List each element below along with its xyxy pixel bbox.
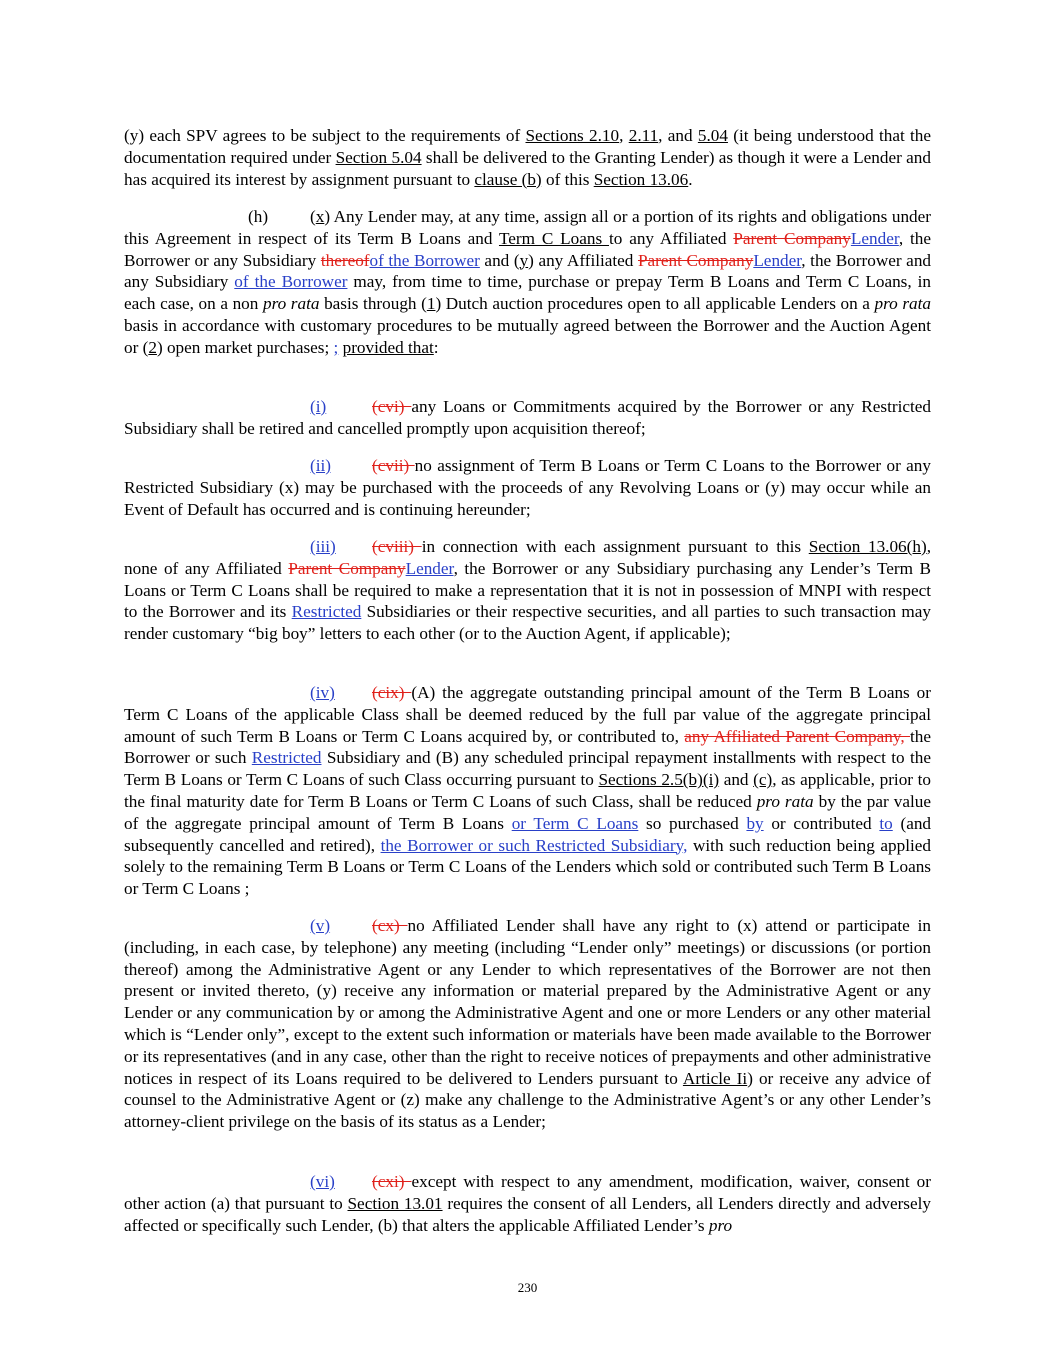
text: and ( (479, 250, 520, 270)
clause-label: (h) (248, 207, 269, 226)
text: of this (541, 169, 594, 189)
section-ref: Section 5.04 (335, 147, 422, 167)
text: in connection with each assignment pursuant to this (421, 537, 809, 556)
inserted-text: Restricted (251, 748, 322, 768)
text: with such reduction being applied solely to the remaining Term B Loans or Term C Loans of the Lenders which sold or contributed such Term B Loans or Term C Loans ; (124, 835, 931, 899)
text: Term C Loans (498, 228, 609, 248)
text: provided that (342, 337, 434, 357)
text: basis through ( (319, 294, 427, 314)
inserted-text: ; (333, 337, 339, 357)
text: (it being understood that the documentation required under (124, 126, 932, 167)
text: : (433, 337, 439, 357)
paragraph-iv (124, 682, 931, 900)
text: . (688, 169, 693, 189)
section-ref: 2.11 (628, 126, 659, 145)
section-ref: Section 13.01 (347, 1193, 443, 1213)
sub-label: y (519, 250, 529, 270)
inserted-text: of the Borrower (234, 272, 348, 292)
text: no Affiliated Lender shall have any right to (x) attend or participate in (including, in each case, by telephone) any meeting (including “Lender only” meetings) or discussions (or portion thereof) among the Administrative Agent or any Lender to which representatives of the Borrower are not then present or invited thereto, (y) receive any information or material prepared by the Administrative Agent or any Lender or any communication by or among the Administrative Agent and one or more Lenders or any other material which is “Lender only”, except to the extent such information or materials have been made available to the Borrower or its representatives (and in any case, other than the right to receive notices of prepayments and other administrative notices in respect of its Loans required to be delivered to Lenders pursuant to (124, 916, 931, 1088)
text: ) open market purchases; (156, 337, 334, 357)
inserted-text: Lender (753, 250, 802, 270)
deleted-text: Parent Company (733, 228, 851, 248)
paragraph-v (124, 915, 931, 1133)
text: shall be delivered to the Granting Lender) as though it were a Lender and has acquired its interest by assignment pursuant to (124, 147, 931, 189)
text: no assignment of Term B Loans or Term C Loans to the Borrower or any Restricted Subsidiary (x) may be purchased with the proceeds of any Revolving Loans or (y) may occur while an Event of Default has occurred and is continuing hereunder; (124, 456, 931, 519)
paragraph-iii (124, 536, 931, 645)
text: Subsidiary and (B) any scheduled principal repayment installments with respect to the Term B Loans or Term C Loans of such Class occurring pursuant to (124, 748, 931, 790)
text: so purchased (638, 813, 747, 833)
section-ref: 5.04 (697, 126, 728, 145)
clause-number-old: (cx) (372, 916, 408, 935)
deleted-text: Parent Company (288, 558, 406, 578)
text: Subsidiaries or their respective securities, and all parties to such transaction may render customary “big boy” letters to each other (or to the Auction Agent, if applicable); (124, 602, 931, 644)
text: ) or receive any advice of counsel to the Administrative Agent or (z) make any challenge to the Administrative Agent’s or any other Lender’s attorney-client privilege on the basis of its status as a Lender; (124, 1068, 931, 1132)
text: , none of any Affiliated (124, 537, 931, 578)
paragraph-y-spv (124, 125, 931, 190)
section-ref: (c) (753, 770, 773, 790)
clause-number-old: (cviii) (372, 537, 422, 556)
text: ) any Affiliated (528, 250, 638, 270)
clause-number-new: (iv) (310, 683, 335, 702)
clause-number-new: (iii) (310, 537, 336, 556)
section-ref: Section 13.06 (593, 169, 689, 189)
sub-label: 1 (426, 294, 436, 314)
inserted-text: Restricted (291, 602, 362, 622)
clause-number-new: (v) (310, 916, 331, 935)
italic-text: pro rata (756, 791, 814, 811)
clause-number-new: (ii) (310, 456, 331, 475)
deleted-text: thereof (320, 250, 370, 270)
text: , (619, 126, 629, 145)
text: may, from time to time, purchase or prepay Term B Loans and Term C Loans, in each case, on a non (124, 272, 931, 314)
inserted-text: Lender (405, 558, 454, 578)
text: (A) the aggregate outstanding principal amount of the Term B Loans or Term C Loans of the applicable Class shall be deemed reduced by the full par value of the aggregate principal amount of such Term B Loans or Term C Loans acquired by, or contributed to, (124, 683, 931, 746)
inserted-text: of the Borrower (369, 250, 480, 270)
text: or contributed (763, 813, 880, 833)
clause-number-old: (cvi) (372, 397, 412, 416)
text: any Loans or Commitments acquired by the Borrower or any Restricted Subsidiary shall be retired and cancelled promptly upon acquisition thereof; (124, 397, 931, 438)
paragraph-ii (124, 455, 931, 520)
text: and (719, 770, 754, 790)
inserted-text: by (746, 813, 764, 833)
text: requires the consent of all Lenders, all Lenders directly and adversely affected or specifically such Lender, (b) that alters the applicable Affiliated Lender’s (124, 1193, 931, 1235)
article-ref: Article Ii (682, 1068, 748, 1088)
section-ref: Sections 2.5(b)(i) (598, 770, 720, 790)
clause-number-old: (cxi) (372, 1172, 412, 1191)
text: , and (658, 126, 698, 145)
deleted-text: Parent Company (637, 250, 754, 270)
clause-number-old: (cix) (372, 683, 412, 702)
inserted-text: the Borrower or such Restricted Subsidiary, (380, 835, 688, 855)
text: the Borrower or such (124, 726, 932, 768)
deleted-text: any Affiliated Parent Company, (684, 726, 911, 746)
italic-text: pro (708, 1215, 733, 1235)
text: by the par value of the aggregate principal amount of Term B Loans (124, 791, 931, 833)
inserted-text: or Term C Loans (511, 813, 639, 833)
text: except with respect to any amendment, modification, waiver, consent or other action (a) that pursuant to (124, 1172, 931, 1213)
text: ) Dutch auction procedures open to all applicable Lenders on a (435, 294, 875, 314)
text: basis in accordance with customary procedures to be mutually agreed between the Borrower and the Auction Agent or ( (124, 315, 931, 357)
sub-label: x (315, 207, 325, 226)
text: , as applicable, prior to the final maturity date for Term B Loans or Term C Loans of such Class, shall be reduced (124, 770, 931, 811)
italic-text: pro rata (874, 294, 932, 314)
inserted-text: to (879, 813, 893, 833)
clause-number-new: (i) (310, 397, 327, 416)
text: (and subsequently cancelled and retired), (124, 813, 932, 855)
text: , the Borrower or any Subsidiary purchasing any Lender’s Term B Loans or Term C Loans shall be required to make a representation that it is not in possession of MNPI with respect to the Borrower and its (124, 558, 931, 622)
paragraph-i (124, 396, 931, 440)
section-ref: Section 13.06(h) (808, 537, 927, 556)
page-number: 230 (517, 1280, 538, 1295)
clause-ref: clause (b) (474, 169, 542, 189)
clause-number-new: (vi) (310, 1172, 335, 1191)
section-ref: Sections 2.10 (525, 126, 620, 145)
italic-text: pro rata (262, 294, 320, 314)
paragraph-h: (h) (x) Any Lender may, at any time, assign all or a portion of its rights and obligations under this Agreement in respect of its Term B Loans and Term C Loans to any Affiliated Parent CompanyLender, the Borrower or any Subsidiary thereofof the Borrower and (y) any Affiliated Parent CompanyLender, the Borrower and any Subsidiary of the Borrower may, from time to time, purchase or prepay Term B Loans and Term C Loans, in each case, on a non pro rata basis through (1) Dutch auction procedures open to all applicable Lenders on a pro rata basis in accordance with customary procedures to be mutually agreed between the Borrower and the Auction Agent or (2) open market purchases; ; provided that: (124, 207, 932, 357)
paragraph-vi (124, 1171, 931, 1236)
text: to any Affiliated (609, 228, 734, 248)
inserted-text: Lender (850, 228, 899, 248)
sub-label: 2 (148, 337, 157, 357)
text: (y) each SPV agrees to be subject to the requirements of (124, 126, 526, 145)
text: ) Any Lender may, at any time, assign all or a portion of its rights and obligations under this Agreement in respect of its Term B Loans and (124, 207, 931, 248)
text: , the Borrower and any Subsidiary (124, 250, 932, 292)
text: , the Borrower or any Subsidiary (124, 228, 931, 270)
clause-number-old: (cvii) (372, 456, 415, 475)
